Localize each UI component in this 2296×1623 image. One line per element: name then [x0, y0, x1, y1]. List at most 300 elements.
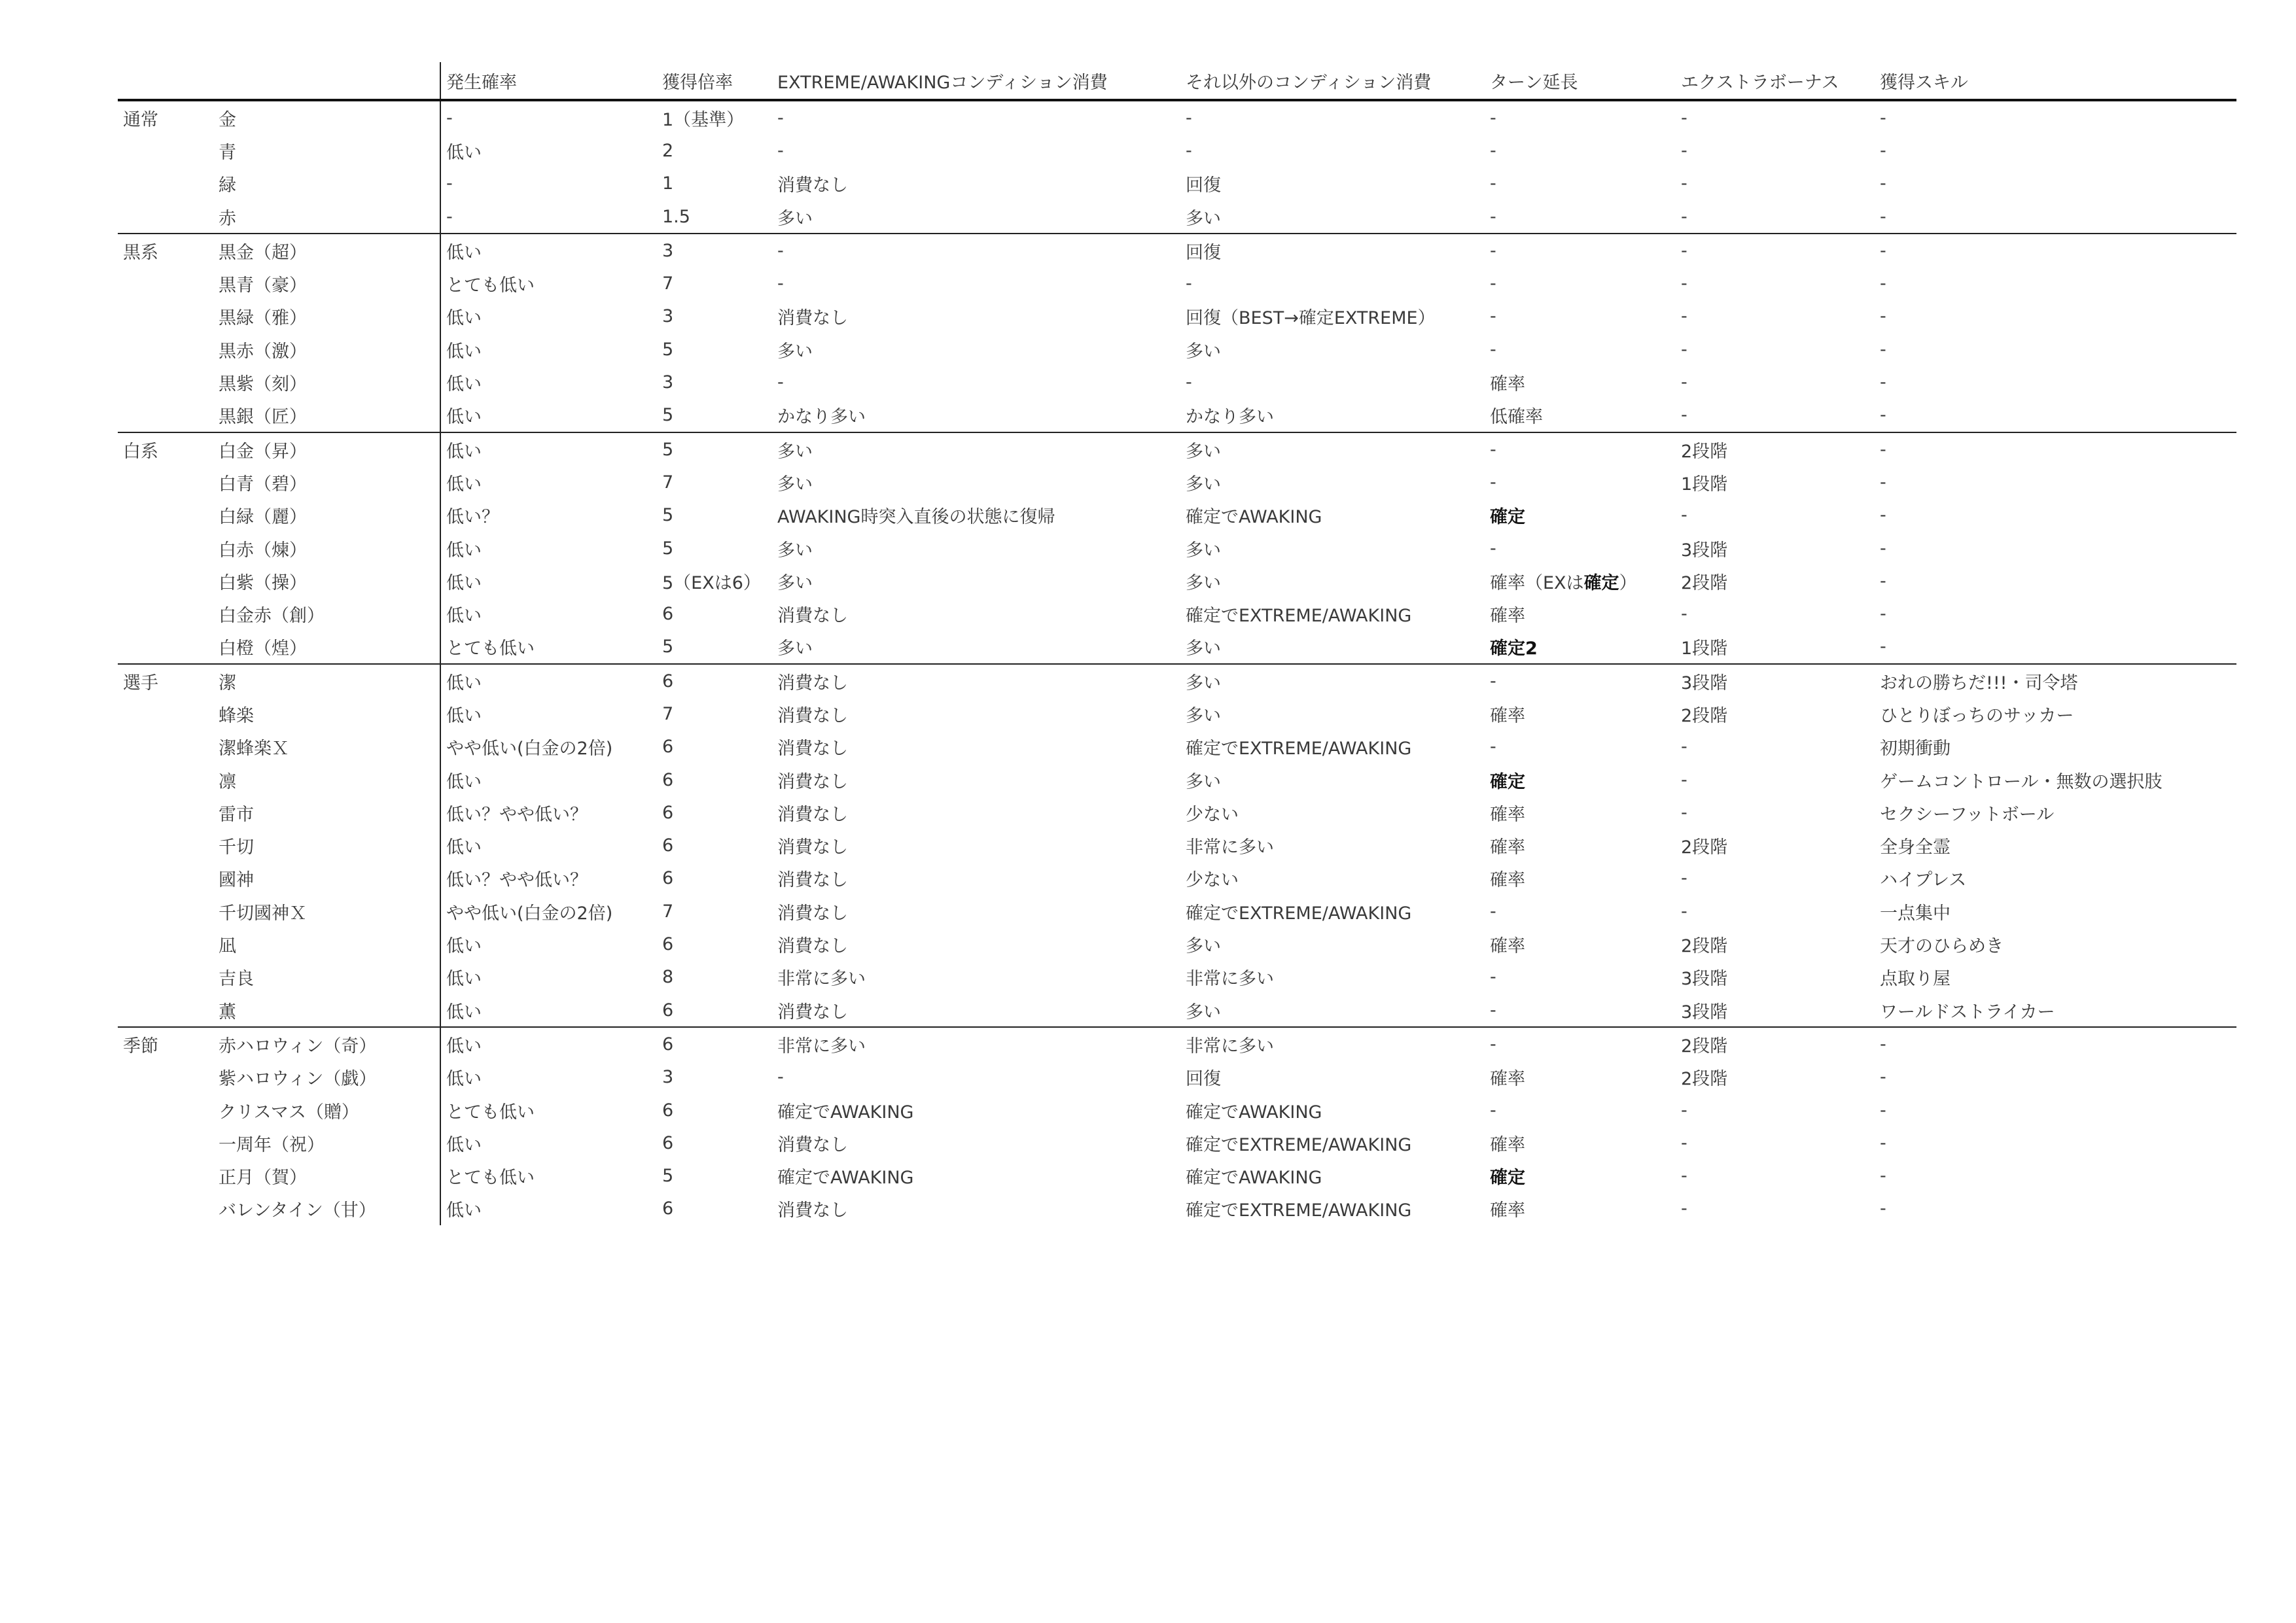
other-consumption-cell: -: [1186, 107, 1192, 128]
turn-extension-cell: -: [1490, 1100, 1496, 1121]
probability-cell: とても低い: [440, 267, 657, 300]
extra-bonus-cell: 3段階: [1676, 664, 1875, 697]
multiplier-cell: 6: [662, 934, 674, 955]
table-row: [118, 862, 2236, 895]
multiplier-cell: 1: [662, 173, 674, 194]
name-cell: 潔蜂楽Ｘ: [219, 739, 289, 759]
group-cell: [118, 1094, 213, 1126]
extra-bonus-cell: -: [1681, 405, 1687, 426]
table-row: [118, 697, 2236, 730]
group-cell: [118, 597, 213, 630]
probability-cell: -: [440, 167, 657, 200]
table-row: [118, 100, 2236, 134]
turn-extension-cell: 確率: [1490, 606, 1525, 627]
extra-bonus-cell: 2段階: [1676, 432, 1875, 466]
multiplier-cell: 6: [662, 769, 674, 790]
multiplier-cell: 6: [657, 1027, 772, 1060]
probability-cell: 低い: [440, 1061, 657, 1094]
multiplier-cell: 6: [662, 1100, 674, 1121]
turn-extension-cell: -: [1485, 1027, 1676, 1060]
extra-bonus-cell: -: [1681, 1132, 1687, 1153]
extra-bonus-cell: -: [1681, 173, 1687, 194]
multiplier-cell: 5: [662, 505, 674, 526]
skill-cell: -: [1880, 107, 1886, 128]
extra-bonus-cell: 2段階: [1681, 936, 1728, 957]
skill-cell: -: [1880, 1100, 1886, 1121]
probability-cell: 低い？やや低い？: [440, 796, 657, 829]
extreme-consumption-cell: 消費なし: [777, 1200, 848, 1221]
header-acquired-skill: 獲得スキル: [1880, 72, 1968, 93]
extra-bonus-cell: -: [1681, 273, 1687, 294]
group-cell: [118, 499, 213, 532]
name-cell: 薫: [219, 1002, 236, 1022]
table-row: [118, 1160, 2236, 1193]
extra-bonus-cell: -: [1681, 206, 1687, 227]
other-consumption-cell: 多い: [1186, 1002, 1221, 1022]
turn-extension-cell: 確定: [1490, 771, 1525, 792]
table-row: [118, 432, 2236, 466]
probability-cell: 低い: [440, 234, 657, 267]
skill-cell: -: [1875, 432, 2236, 466]
probability-cell: とても低い: [440, 1094, 657, 1126]
turn-extension-cell: -: [1490, 173, 1496, 194]
name-cell: 千切: [219, 837, 254, 858]
multiplier-cell: 6: [662, 1198, 674, 1219]
skill-cell: -: [1880, 405, 1886, 426]
table-row: [118, 961, 2236, 994]
other-consumption-cell: 多い: [1186, 771, 1221, 792]
probability-cell: やや低い(白金の2倍): [440, 895, 657, 928]
table-row: [118, 200, 2236, 234]
group-cell: [118, 167, 213, 200]
probability-cell: とても低い: [440, 1160, 657, 1193]
skill-cell: -: [1880, 1132, 1886, 1153]
multiplier-cell: 6: [662, 868, 674, 889]
turn-extension-cell: -: [1490, 1000, 1496, 1021]
turn-extension-text: 確率（EXは: [1490, 572, 1584, 593]
other-consumption-cell: 確定でEXTREME/AWAKING: [1186, 1200, 1412, 1221]
table-row: [118, 134, 2236, 167]
table-row: [118, 895, 2236, 928]
name-cell: 白緑（麗）: [219, 507, 307, 528]
group-cell: [118, 300, 213, 333]
turn-extension-cell: [1485, 565, 1676, 597]
extra-bonus-cell: 1段階: [1681, 638, 1728, 659]
other-consumption-cell: 非常に多い: [1186, 969, 1274, 990]
probability-cell: 低い: [440, 1126, 657, 1159]
extra-bonus-cell: -: [1681, 505, 1687, 526]
probability-cell: 低い: [440, 300, 657, 333]
probability-cell: 低い: [440, 532, 657, 565]
group-cell: [118, 961, 213, 994]
name-cell: 蜂楽: [219, 705, 254, 726]
turn-extension-cell: 確率: [1490, 936, 1525, 957]
extreme-consumption-cell: 確定でAWAKING: [777, 1102, 914, 1123]
probability-cell: 低い: [440, 664, 657, 697]
turn-extension-cell: 確率: [1490, 870, 1525, 891]
other-consumption-cell: 少ない: [1186, 804, 1239, 825]
name-cell: 緑: [219, 175, 236, 196]
other-consumption-cell: 確定でAWAKING: [1186, 1168, 1322, 1189]
group-cell: [118, 862, 213, 895]
turn-extension-cell: -: [1490, 339, 1496, 360]
extra-bonus-cell: 3段階: [1681, 969, 1728, 990]
multiplier-cell: 5（EXは6）: [662, 572, 761, 593]
other-consumption-cell: 多い: [1186, 638, 1221, 659]
name-cell: 金: [219, 109, 236, 130]
multiplier-cell: 7: [662, 901, 674, 922]
table-row: [118, 333, 2236, 366]
probability-cell: とても低い: [440, 631, 657, 664]
other-consumption-cell: 多い: [1180, 432, 1485, 466]
probability-cell: 低い: [440, 432, 657, 466]
extreme-consumption-cell: -: [777, 140, 784, 161]
turn-extension-cell: -: [1490, 140, 1496, 161]
multiplier-cell: 5: [662, 1166, 674, 1187]
extra-bonus-cell: -: [1681, 372, 1687, 393]
probability-cell: 低い: [440, 399, 657, 432]
group-cell: [118, 731, 213, 763]
other-consumption-cell: 非常に多い: [1180, 1027, 1485, 1060]
skill-cell: -: [1880, 637, 1886, 657]
turn-extension-cell: 低確率: [1490, 407, 1543, 428]
multiplier-cell: 6: [662, 737, 674, 758]
extra-bonus-cell: -: [1681, 107, 1687, 128]
other-consumption-cell: 多い: [1186, 341, 1221, 362]
name-cell: 千切國神Ｘ: [219, 903, 307, 924]
extra-bonus-cell: -: [1681, 1100, 1687, 1121]
skill-cell: -: [1875, 1027, 2236, 1060]
probability-cell: 低い: [440, 333, 657, 366]
turn-extension-cell: -: [1490, 472, 1496, 493]
turn-extension-cell: -: [1490, 737, 1496, 758]
other-consumption-cell: 多い: [1186, 474, 1221, 495]
multiplier-cell: 7: [662, 273, 674, 294]
header-turn-extension: ターン延長: [1490, 72, 1578, 93]
probability-cell: 低い: [440, 1193, 657, 1225]
multiplier-cell: 6: [657, 664, 772, 697]
group-cell: 黒系: [118, 234, 213, 267]
name-cell: 國神: [219, 870, 254, 891]
name-cell: 正月（賀）: [219, 1168, 307, 1189]
name-cell: 黒赤（激）: [219, 341, 307, 362]
name-cell: 紫ハロウィン（戯）: [219, 1069, 377, 1090]
name-cell: 凛: [219, 771, 236, 792]
turn-extension-cell: 確率: [1490, 1134, 1525, 1155]
table-row: [118, 399, 2236, 432]
group-cell: [118, 532, 213, 565]
other-consumption-cell: 確定でAWAKING: [1186, 1102, 1322, 1123]
multiplier-cell: 1.5: [662, 206, 690, 227]
probability-cell: 低い: [440, 466, 657, 498]
name-cell: 雷市: [219, 804, 254, 825]
extreme-consumption-cell: 多い: [777, 572, 813, 593]
extreme-consumption-cell: 多い: [777, 638, 813, 659]
multiplier-cell: 5: [657, 432, 772, 466]
extra-bonus-cell: -: [1681, 1198, 1687, 1219]
name-cell: 凪: [219, 936, 236, 957]
turn-extension-cell: -: [1490, 107, 1496, 128]
turn-extension-cell: 確率: [1490, 1200, 1525, 1221]
table-row: [118, 731, 2236, 763]
table-row: [118, 928, 2236, 960]
turn-extension-cell: -: [1490, 306, 1496, 327]
table-row: [118, 763, 2236, 796]
table-row: [118, 532, 2236, 565]
table-row: [118, 1193, 2236, 1225]
table-row: [118, 1126, 2236, 1159]
header-probability: 発生確率: [440, 62, 657, 100]
skill-cell: -: [1880, 173, 1886, 194]
multiplier-cell: 6: [662, 802, 674, 823]
turn-extension-cell: 確率: [1490, 1069, 1525, 1090]
skill-cell: -: [1880, 604, 1886, 625]
group-cell: 通常: [123, 109, 158, 130]
extra-bonus-cell: -: [1681, 737, 1687, 758]
group-cell: [118, 895, 213, 928]
skill-cell: -: [1880, 472, 1886, 493]
name-cell: 黒青（豪）: [219, 275, 307, 296]
table-row: [118, 1027, 2236, 1060]
turn-extension-bold-text: 確定: [1583, 572, 1619, 593]
extreme-consumption-cell: -: [777, 107, 784, 128]
other-consumption-cell: -: [1186, 273, 1192, 294]
other-consumption-cell: 確定でEXTREME/AWAKING: [1186, 1134, 1412, 1155]
multiplier-cell: 5: [662, 339, 674, 360]
multiplier-cell: 8: [662, 967, 674, 988]
turn-extension-cell: 確率: [1490, 837, 1525, 858]
probability-cell: 低い？: [440, 499, 657, 532]
other-consumption-cell: かなり多い: [1186, 407, 1274, 428]
probability-cell: 低い: [440, 366, 657, 398]
name-cell: 白赤（煉）: [219, 540, 307, 561]
table-row: [118, 829, 2236, 862]
name-cell: 白橙（煌）: [219, 638, 307, 659]
skill-cell: -: [1880, 206, 1886, 227]
group-cell: 選手: [118, 664, 213, 697]
extreme-consumption-cell: 消費なし: [777, 837, 848, 858]
extreme-consumption-cell: -: [777, 273, 784, 294]
probability-cell: 低い: [440, 1027, 657, 1060]
probability-cell: -: [440, 100, 657, 134]
group-cell: [118, 466, 213, 498]
name-cell: 白金（昇）: [213, 432, 440, 466]
table-body: [118, 100, 2236, 1225]
other-consumption-cell: 確定でAWAKING: [1186, 507, 1322, 528]
other-consumption-cell: 多い: [1186, 705, 1221, 726]
turn-extension-cell: -: [1490, 206, 1496, 227]
turn-extension-cell: -: [1490, 273, 1496, 294]
extra-bonus-cell: 2段階: [1676, 1027, 1875, 1060]
skill-cell: -: [1880, 140, 1886, 161]
name-cell: 黒緑（雅）: [219, 308, 307, 329]
probability-cell: 低い: [440, 961, 657, 994]
table-row: [118, 167, 2236, 200]
turn-extension-cell: -: [1490, 538, 1496, 559]
other-consumption-cell: 多い: [1186, 572, 1221, 593]
name-cell: 黒銀（匠）: [219, 407, 307, 428]
extreme-consumption-cell: 多い: [777, 208, 813, 229]
other-consumption-cell: 多い: [1180, 664, 1485, 697]
header-group: [118, 62, 213, 100]
extra-bonus-cell: 2段階: [1681, 572, 1728, 593]
table-row: [118, 565, 2236, 597]
extreme-consumption-cell: 消費なし: [777, 739, 848, 759]
other-consumption-cell: 回復: [1186, 175, 1221, 196]
spreadsheet: [118, 62, 2236, 1225]
skill-cell: -: [1880, 505, 1886, 526]
extra-bonus-cell: 1段階: [1681, 474, 1728, 495]
name-cell: 白青（碧）: [219, 474, 307, 495]
group-cell: [118, 829, 213, 862]
extreme-consumption-cell: 多い: [777, 540, 813, 561]
data-table: [118, 62, 2236, 1225]
table-row: [118, 267, 2236, 300]
other-consumption-cell: 回復: [1180, 234, 1485, 267]
extreme-consumption-cell: 消費なし: [772, 664, 1180, 697]
multiplier-cell: 3: [662, 306, 674, 327]
group-cell: [118, 1126, 213, 1159]
group-cell: [118, 267, 213, 300]
group-cell: [118, 796, 213, 829]
extra-bonus-cell: -: [1681, 604, 1687, 625]
extra-bonus-cell: -: [1681, 868, 1687, 889]
skill-cell: 初期衝動: [1880, 739, 1951, 759]
extreme-consumption-cell: 消費なし: [777, 606, 848, 627]
header-extra-bonus: エクストラボーナス: [1681, 72, 1839, 93]
skill-cell: -: [1880, 339, 1886, 360]
turn-extension-cell: 確定: [1490, 507, 1525, 528]
extra-bonus-cell: -: [1681, 140, 1687, 161]
skill-cell: セクシーフットボール: [1880, 804, 2055, 825]
extreme-consumption-cell: 非常に多い: [772, 1027, 1180, 1060]
probability-cell: やや低い(白金の2倍): [440, 731, 657, 763]
name-cell: 一周年（祝）: [219, 1134, 325, 1155]
group-cell: [118, 565, 213, 597]
turn-extension-cell: -: [1485, 432, 1676, 466]
extreme-consumption-cell: -: [777, 1067, 784, 1088]
multiplier-cell: 3: [657, 234, 772, 267]
multiplier-cell: 5: [662, 538, 674, 559]
other-consumption-cell: 少ない: [1186, 870, 1239, 891]
probability-cell: 低い: [440, 697, 657, 730]
skill-cell: 天才のひらめき: [1880, 936, 2004, 957]
multiplier-cell: 7: [662, 472, 674, 493]
other-consumption-cell: 回復（BEST→確定EXTREME）: [1186, 308, 1436, 329]
header-other-consumption: それ以外のコンディション消費: [1186, 72, 1432, 93]
group-cell: [118, 200, 213, 234]
skill-cell: -: [1880, 1198, 1886, 1219]
turn-extension-suffix: ）: [1619, 572, 1637, 593]
group-cell: [118, 1160, 213, 1193]
group-cell: [118, 994, 213, 1027]
table-row: [118, 366, 2236, 398]
table-row: [118, 994, 2236, 1027]
probability-cell: 低い: [440, 994, 657, 1027]
group-cell: [118, 763, 213, 796]
skill-cell: 点取り屋: [1880, 969, 1951, 990]
turn-extension-cell: 確率: [1490, 705, 1525, 726]
extreme-consumption-cell: かなり多い: [777, 407, 866, 428]
name-cell: クリスマス（贈）: [219, 1102, 359, 1123]
name-cell: 赤ハロウィン（奇）: [213, 1027, 440, 1060]
turn-extension-cell: -: [1485, 664, 1676, 697]
turn-extension-cell: -: [1490, 967, 1496, 988]
header-extreme-consumption: EXTREME/AWAKINGコンディション消費: [777, 72, 1108, 93]
multiplier-cell: 5: [662, 637, 674, 657]
probability-cell: 低い: [440, 763, 657, 796]
multiplier-cell: 2: [662, 140, 674, 161]
name-cell: 吉良: [219, 969, 254, 990]
name-cell: 赤: [219, 208, 236, 229]
name-cell: 青: [219, 142, 236, 163]
other-consumption-cell: -: [1186, 140, 1192, 161]
extra-bonus-cell: -: [1681, 802, 1687, 823]
skill-cell: ハイプレス: [1880, 870, 1967, 891]
skill-cell: ひとりぼっちのサッカー: [1880, 705, 2074, 726]
probability-cell: 低い？やや低い？: [440, 862, 657, 895]
multiplier-cell: 3: [662, 372, 674, 393]
table-row: [118, 796, 2236, 829]
multiplier-cell: 6: [662, 1000, 674, 1021]
table-row: [118, 1094, 2236, 1126]
skill-cell: 全身全霊: [1880, 837, 1951, 858]
probability-cell: 低い: [440, 928, 657, 960]
extra-bonus-cell: 2段階: [1681, 837, 1728, 858]
extra-bonus-cell: 3段階: [1681, 1002, 1728, 1022]
turn-extension-cell: 確定2: [1490, 638, 1538, 659]
group-cell: [118, 399, 213, 432]
table-row: [118, 300, 2236, 333]
skill-cell: -: [1880, 306, 1886, 327]
turn-extension-cell: 確定: [1490, 1168, 1525, 1189]
other-consumption-cell: 多い: [1186, 208, 1221, 229]
extra-bonus-cell: -: [1676, 234, 1875, 267]
group-cell: [118, 366, 213, 398]
multiplier-cell: 5: [662, 405, 674, 426]
extra-bonus-cell: -: [1681, 1166, 1687, 1187]
turn-extension-cell: -: [1485, 234, 1676, 267]
extreme-consumption-cell: 消費なし: [777, 771, 848, 792]
extreme-consumption-cell: 多い: [777, 474, 813, 495]
name-cell: 潔: [213, 664, 440, 697]
multiplier-cell: 7: [662, 703, 674, 724]
extreme-consumption-cell: 消費なし: [777, 1134, 848, 1155]
group-cell: [118, 631, 213, 664]
extreme-consumption-cell: 消費なし: [777, 870, 848, 891]
extreme-consumption-cell: AWAKING時突入直後の状態に復帰: [777, 507, 1055, 528]
name-cell: 白紫（操）: [219, 572, 307, 593]
table-row: [118, 597, 2236, 630]
other-consumption-cell: 確定でEXTREME/AWAKING: [1186, 606, 1412, 627]
extreme-consumption-cell: 非常に多い: [777, 969, 866, 990]
multiplier-cell: 6: [662, 1132, 674, 1153]
extreme-consumption-cell: 確定でAWAKING: [777, 1168, 914, 1189]
group-cell: 季節: [118, 1027, 213, 1060]
extreme-consumption-cell: 多い: [772, 432, 1180, 466]
skill-cell: -: [1880, 570, 1886, 591]
extra-bonus-cell: 2段階: [1681, 1069, 1728, 1090]
extreme-consumption-cell: 消費なし: [777, 1002, 848, 1022]
group-cell: [118, 134, 213, 167]
extreme-consumption-cell: 消費なし: [777, 705, 848, 726]
header-name: [213, 62, 440, 100]
table-row: [118, 631, 2236, 664]
probability-cell: 低い: [440, 134, 657, 167]
turn-extension-cell: 確率: [1490, 804, 1525, 825]
multiplier-cell: 1（基準）: [662, 109, 745, 130]
group-cell: [118, 333, 213, 366]
